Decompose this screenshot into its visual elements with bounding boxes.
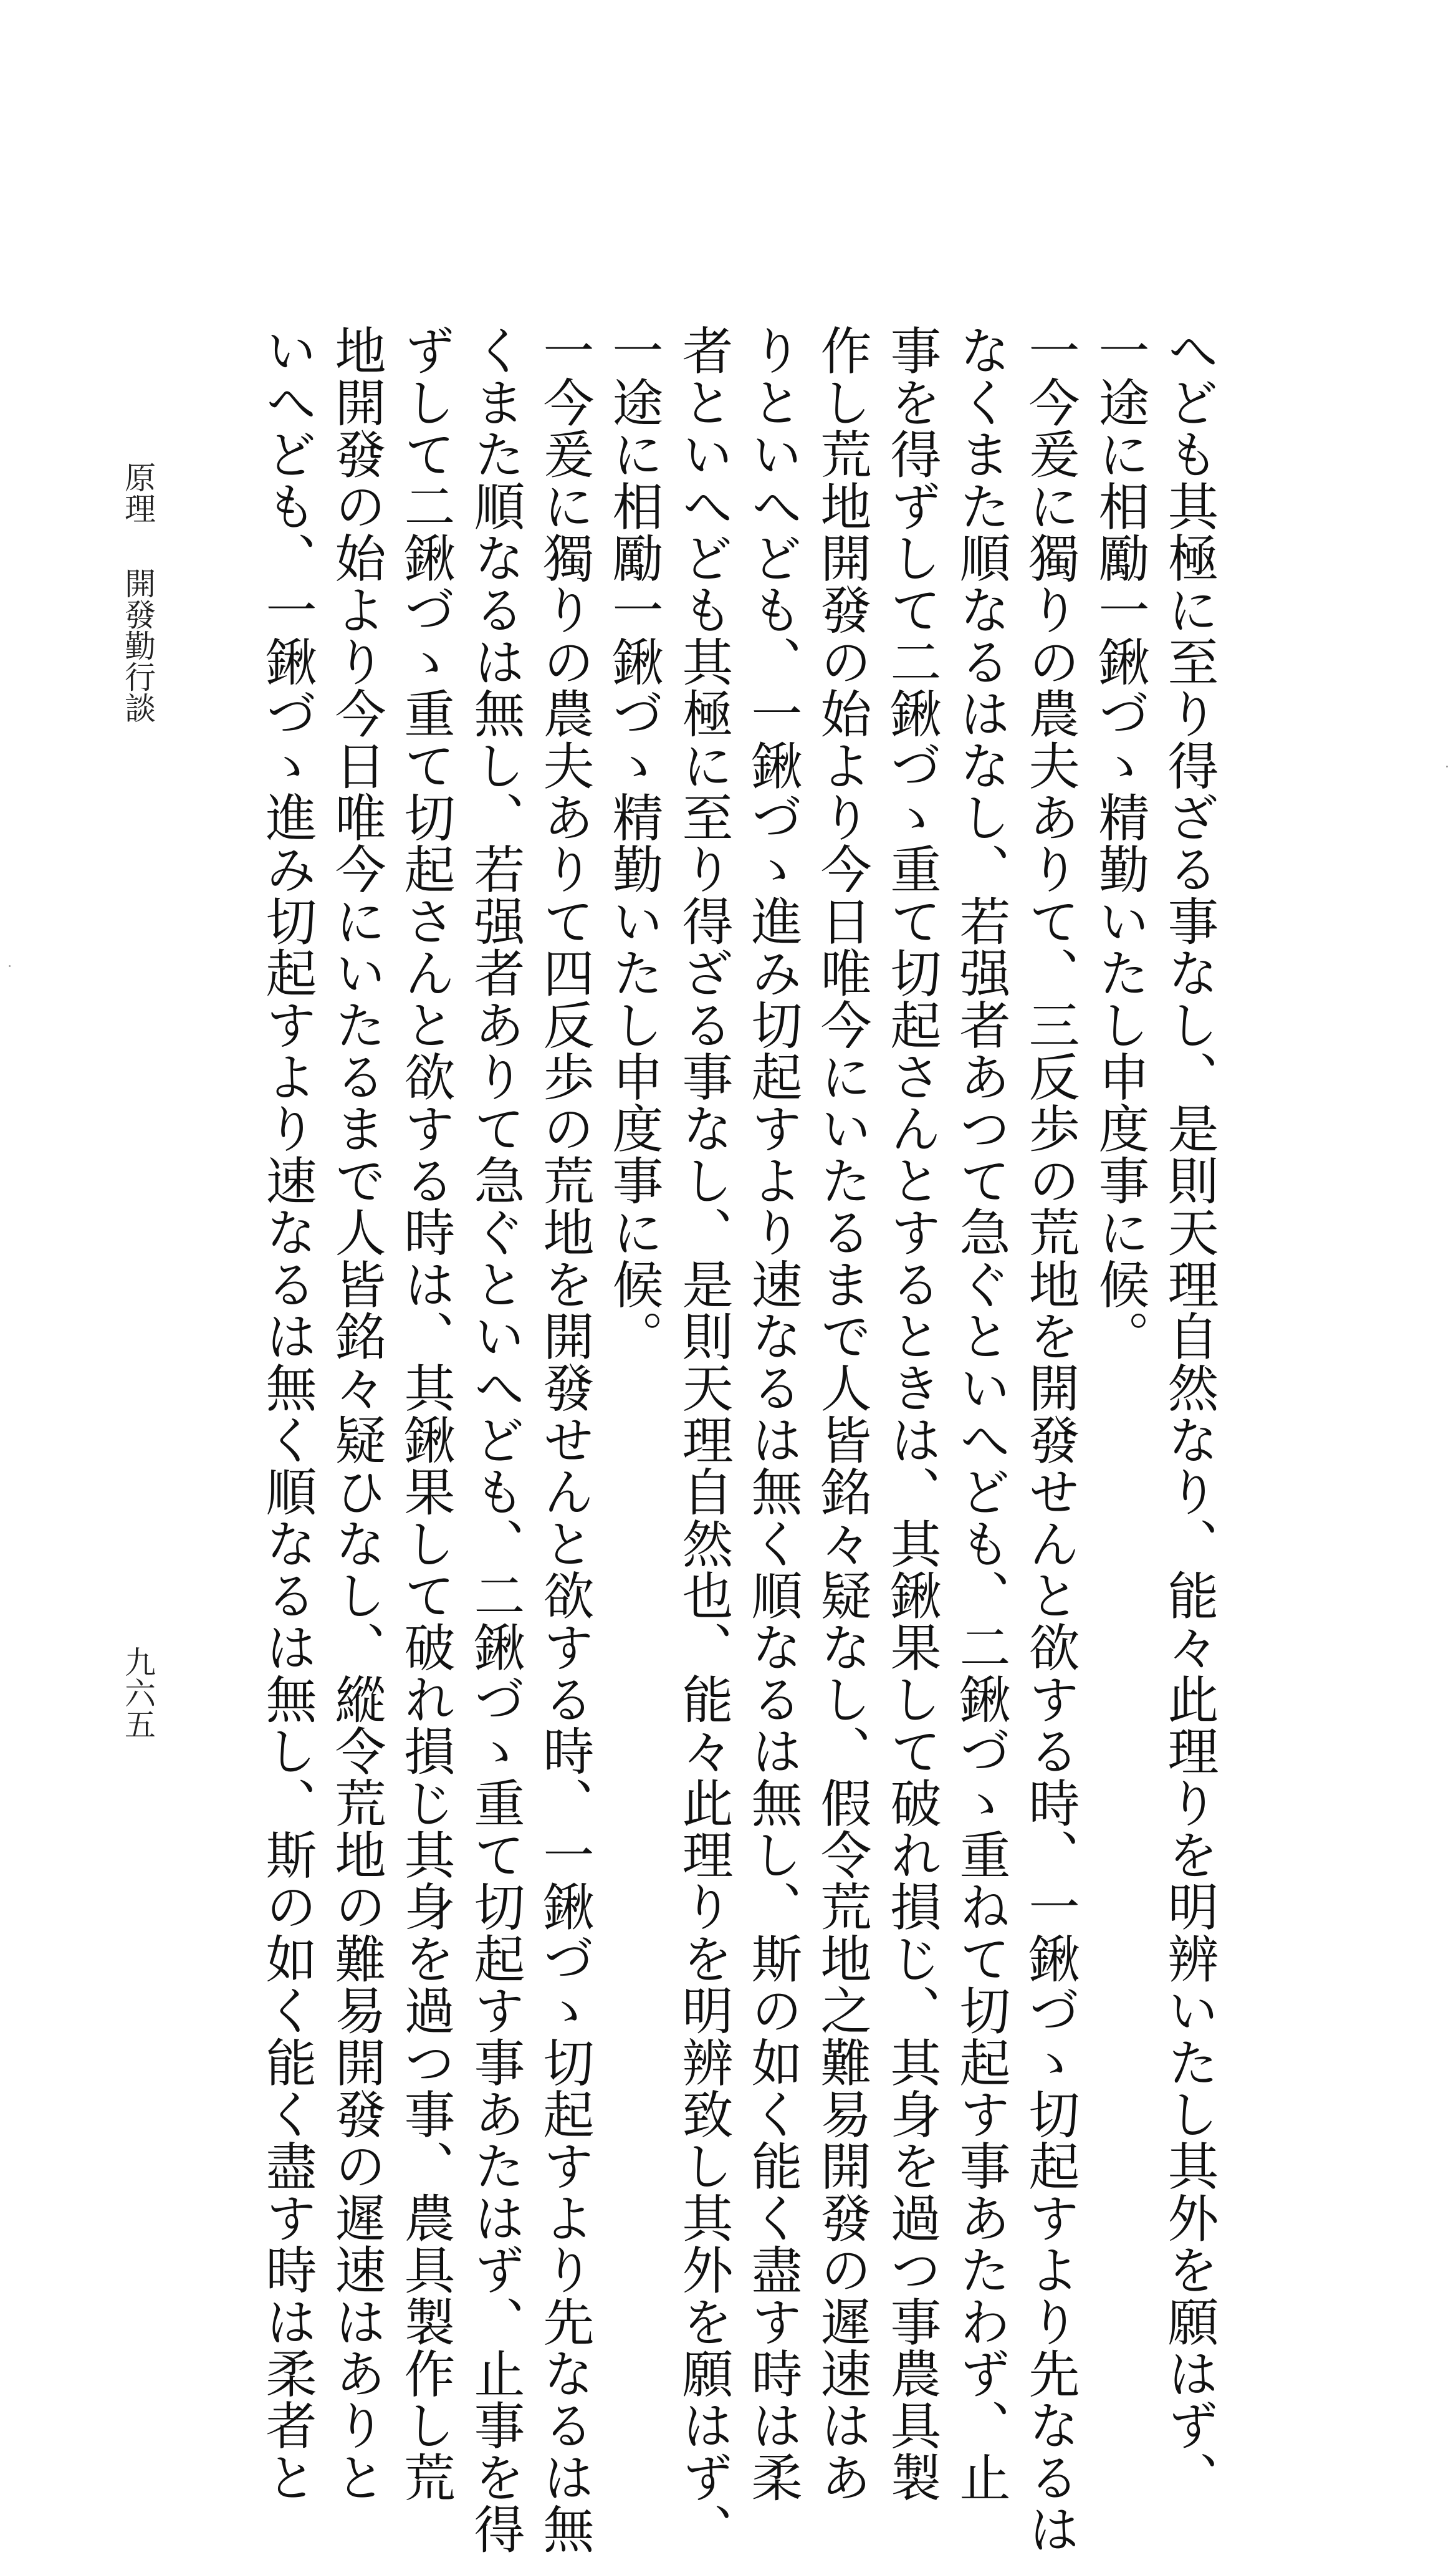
scan-speck — [9, 965, 11, 967]
footer-title: 開發勤行談 — [120, 567, 156, 723]
text-column-9: 一途に相勵一鍬づゝ精勤いたし申度事に候。 — [604, 324, 663, 1362]
text-column-5: 事を得ずして二鍬づゝ重て切起さんとするときは、其鍬果して破れ損じ、其身を過つ事農具製 — [882, 324, 941, 2503]
footer-section: 原理 — [120, 461, 156, 524]
text-column-6: 作し荒地開發の始より今日唯今にいたるまで人皆銘々疑なし、假令荒地之難易開發の遲速はあ — [812, 324, 871, 2503]
text-column-1: へども其極に至り得ざる事なし、是則天理自然なり、能々此理りを明辨いたし其外を願はず、 — [1159, 324, 1219, 2503]
text-column-7: りといへども、一鍬づゝ進み切起すより速なるは無く順なるは無し、斯の如く能く盡す時は柔 — [743, 324, 802, 2503]
text-column-2: 一途に相勵一鍬づゝ精勤いたし申度事に候。 — [1090, 324, 1149, 1362]
running-footer — [120, 461, 156, 723]
text-column-11: くまた順なるは無し、若强者ありて急ぐといへども、二鍬づゝ重て切起す事あたはず、止事を得 — [466, 324, 525, 2555]
text-column-13: 地開發の始より今日唯今にいたるまで人皆銘々疑ひなし、縱令荒地の難易開發の遲速はありと — [327, 324, 386, 2503]
text-column-3: 一今爰に獨りの農夫ありて、三反歩の荒地を開發せんと欲する時、一鍬づゝ切起すより先なるは — [1020, 324, 1080, 2555]
text-column-12: ずして二鍬づゝ重て切起さんと欲する時は、其鍬果して破れ損じ其身を過つ事、農具製作し荒 — [396, 324, 455, 2503]
scan-speck — [1446, 766, 1448, 767]
text-column-8: 者といへども其極に至り得ざる事なし、是則天理自然也、能々此理りを明辨致し其外を願はず、 — [674, 324, 733, 2555]
text-column-10: 一今爰に獨りの農夫ありて四反歩の荒地を開發せんと欲する時、一鍬づゝ切起すより先なるは無 — [535, 324, 594, 2555]
page-number: 九六五 — [120, 1646, 156, 1739]
text-column-14: いへども、一鍬づゝ進み切起すより速なるは無く順なるは無し、斯の如く能く盡す時は柔者と — [257, 324, 317, 2503]
text-column-4: なくまた順なるはなし、若强者あつて急ぐといへども、二鍬づゝ重ねて切起す事あたわず、止 — [951, 324, 1010, 2503]
